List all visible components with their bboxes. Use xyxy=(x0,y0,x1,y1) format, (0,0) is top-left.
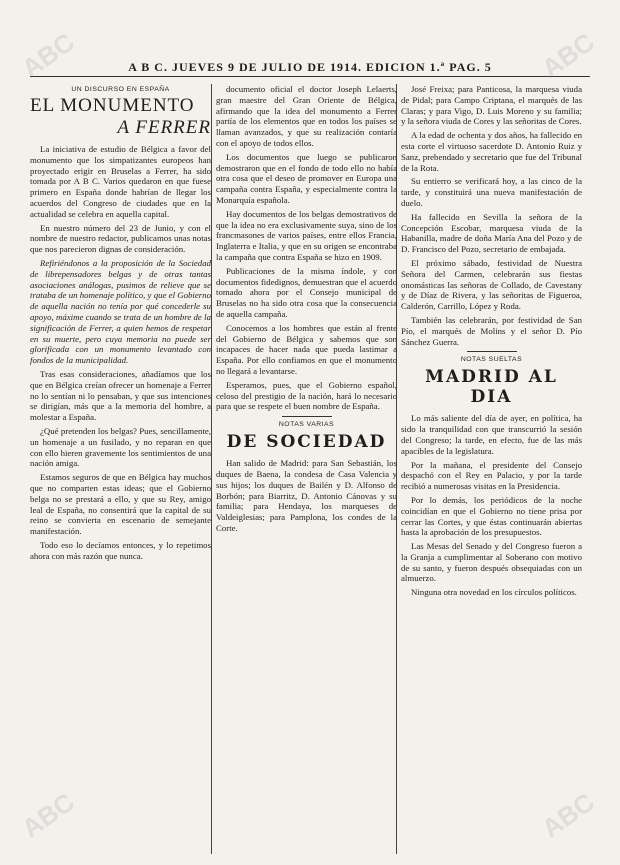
paragraph: Por lo demás, los periódicos de la noche coincidían en que el Gobierno no tiene prisa por cerrar las Cortes, y que éstas continuarán abiertas hasta la aprobación de los presupuestos. xyxy=(401,494,582,538)
paragraph: Han salido de Madrid: para San Sebastián, los duques de Baena, la condesa de Casa Valencia y sus hijos; los duques de Bailén y D. Alfonso de Borbón; para Biarritz, D. Antonio Cánovas y su familia; para Hendaya, los marqueses de Valdeiglesias; para Pamplona, los condes de la Corte. xyxy=(216,458,397,533)
paragraph: Publicaciones de la misma índole, y con documentos fidedignos, demuestran que el acuerdo tomado ahora por el Consejo municipal de Bruselas no ha sido otra cosa que la consecuencia de aquella campaña. xyxy=(216,265,397,319)
article-headline: EL MONUMENTO xyxy=(30,95,195,116)
column-2 xyxy=(216,84,397,854)
section-title: MADRID AL DIA xyxy=(425,367,558,408)
section-divider xyxy=(467,351,517,352)
paragraph: Ha fallecido en Sevilla la señora de la Concepción Escobar, marquesa viuda de la Habanilla, madre de doña María Ana del Pozo y de D. Francisco del Pozo, secretario de embajada. xyxy=(401,211,582,255)
paragraph: documento oficial el doctor Joseph Lelaerts, gran maestre del Gran Oriente de Bélgica, afirmando que la idea del monumento a Ferrer partía de los elementos que en todos los países se llaman avanzados, y que su realización contaría con el apoyo de todos ellos. xyxy=(216,84,397,148)
column-divider xyxy=(211,84,212,854)
paragraph: Las Mesas del Senado y del Congreso fueron a la Granja a cumplimentar al Soberano con motivo de su santo, y fueron después obsequiadas con un almuerzo. xyxy=(401,541,582,584)
watermark: ABC xyxy=(536,26,600,84)
paragraph: Lo más saliente del día de ayer, en política, ha sido la tranquilidad con que transcurrió la sesión del Congreso; la tarde, en efecto, fue de las más apacibles de la legislatura. xyxy=(401,413,582,456)
paragraph: Ninguna otra novedad en los círculos políticos. xyxy=(411,587,577,598)
paragraph: Por la mañana, el presidente del Consejo despachó con el Rey en Palacio, y por la tarde recibió a numerosas visitas en la Presidencia. xyxy=(401,459,582,492)
paragraph: Su entierro se verificará hoy, a las cinco de la tarde, y constituirá una nueva manifestación de duelo. xyxy=(401,176,582,208)
watermark: ABC xyxy=(16,786,80,844)
paragraph: José Freixa; para Panticosa, la marquesa viuda de Pidal; para Campo Criptana, el marqués de las Claras; y para Vigo, D. Luis Moreno y su familia; y la señora viuda de Cores y las señoritas de Cores. xyxy=(401,84,582,127)
paragraph: La iniciativa de estudio de Bélgica a favor del monumento que los simpatizantes europeos han proyectado erigir en Bruselas a Ferrer, ha sido tomada por A B C. Varios quedaron en que fuese primero en España donde habrían de llegar los acuerdos del Congreso de ciudades que en la actualidad se celebra en aquella capital. xyxy=(30,144,211,219)
column-3 xyxy=(401,84,582,854)
paragraph: Estamos seguros de que en Bélgica hay muchos que no comparten estas ideas; que el Gobierno belga no se prestará a ello, y que su Rey, amigo leal de España, no consentirá que la capital de su reino se convierta en escenario de semejante manifestación. xyxy=(30,472,211,537)
paragraph: ¿Qué pretenden los belgas? Pues, sencillamente, un homenaje a un fusilado, y no reparan en que con ello hieren gravemente los sentimientos de una nación amiga. xyxy=(30,425,211,469)
paragraph: Refiriéndonos a la proposición de la Sociedad de librepensadores belgas y de otras tantas asociaciones análogas, pusimos de relieve que se trataba de un homenaje político, y que el Gobierno de aquella nación no tenía por qué concederle su apoyo, máxime cuando se trata de un hombre de la significación de Ferrer, a quien hemos de respetar en su muerte, pero cuya memoria no puede ser glorificada con un monumento levantado con fondos de la municipalidad. xyxy=(30,257,211,366)
paragraph: También las celebrarán, por festividad de San Pío, el marqués de Molins y el señor D. Pío Sánchez Guerra. xyxy=(401,314,582,347)
watermark: ABC xyxy=(536,786,600,844)
paragraph: Esperamos, pues, que el Gobierno español, celoso del prestigio de la nación, hará lo necesario para que se respete el buen nombre de España. xyxy=(216,379,397,412)
section-kicker: NOTAS SUELTAS xyxy=(460,356,523,364)
page-header: A B C. JUEVES 9 DE JULIO DE 1914. EDICION 1.ª PAG. 5 xyxy=(128,60,492,74)
watermark: ABC xyxy=(16,26,80,84)
paragraph: El próximo sábado, festividad de Nuestra Señora del Carmen, celebrarán sus fiestas onomásticas las señoras de Collado, de Cavestany y de Díaz de Rivera, y las señoritas de Figueroa, Calderón, Carrillo, López y Roda. xyxy=(401,257,582,312)
article-kicker: UN DISCURSO EN ESPAÑA xyxy=(71,86,170,93)
section-divider xyxy=(282,416,332,417)
paragraph: Hay documentos de los belgas demostrativos de que la idea no era exclusivamente suya, sino de los francmasones de varios países, entre ellos Francia, Inglaterra e Italia, y que en su origen se encontraba la campaña que contra España se hizo en 1909. xyxy=(216,208,397,262)
paragraph: Todo eso lo decíamos entonces, y lo repetimos ahora con más razón que nunca. xyxy=(30,539,211,561)
paragraph: Conocemos a los hombres que están al frente del Gobierno de Bélgica y sabemos que son incapaces de hacer nada que pueda lastimar a España. Por ello confiamos en que el monumento no llegará a levantarse. xyxy=(216,322,397,376)
paragraph: Los documentos que luego se publicaron demostraron que en el fondo de todo ello no había otra cosa que el deseo de promover en Europa una campaña contra España, y especialmente contra la Monarquía española. xyxy=(216,151,397,205)
section-title: DE SOCIEDAD xyxy=(226,432,387,453)
paragraph: Tras esas consideraciones, añadíamos que los que en Bélgica creían ofrecer un homenaje a Ferrer no lo sentían ni lo pensaban, y que sus intenciones se dirigían, más que a la memoria del hombre, a molestar a España. xyxy=(30,368,211,423)
column-1 xyxy=(30,84,211,854)
paragraph: A la edad de ochenta y dos años, ha fallecido en esta corte el virtuoso sacerdote D. Antonio Ruiz y Sanz, prebendado y secretario que fue del Tribunal de la Rota. xyxy=(401,130,582,173)
header-rule xyxy=(30,76,590,77)
section-kicker: NOTAS VARIAS xyxy=(278,421,335,429)
article-headline-sub: A FERRER xyxy=(117,117,211,138)
paragraph: En nuestro número del 23 de Junio, y con el nombre de nuestro redactor, publicamos unas notas que nos parecieron dignas de consideración. xyxy=(30,222,211,255)
